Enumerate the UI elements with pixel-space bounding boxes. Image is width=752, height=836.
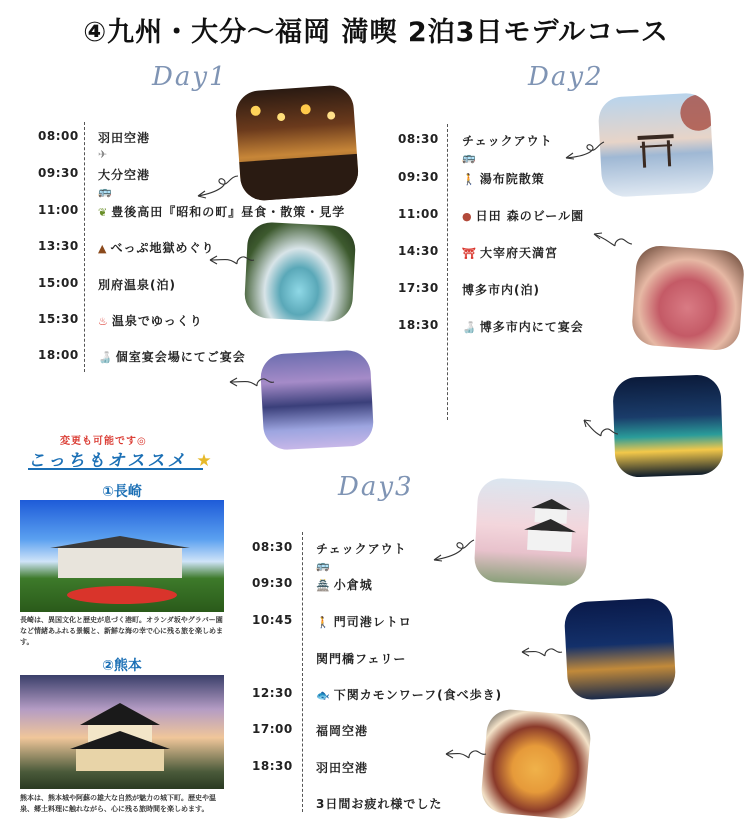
swirl-arrow-icon bbox=[580, 412, 620, 440]
fish-icon: 🐟 bbox=[316, 689, 331, 702]
drink-icon: 🍶 bbox=[462, 321, 477, 334]
day1-item-3-text: 豊後高田『昭和の町』昼食・散策・見学 bbox=[111, 205, 346, 219]
day3-timeline bbox=[302, 532, 303, 812]
showa-town-photo bbox=[234, 84, 359, 202]
star-icon: ★ bbox=[196, 451, 215, 471]
swirl-arrow-icon bbox=[190, 172, 240, 202]
day1-time-1: 08:00 bbox=[38, 129, 79, 143]
yufuin-lake-photo bbox=[597, 92, 714, 198]
day1-item-3 bbox=[98, 203, 345, 220]
spot-kumamoto-caption: 熊本は、熊本城や阿蘇の雄大な自然が魅力の城下町。歴史や温泉、郷土料理に触れながら、心に残る旅時間を楽しめます。 bbox=[20, 794, 216, 813]
day3-item-5-text: 下関カモンワーフ(食べ歩き) bbox=[333, 688, 503, 702]
bus-icon: 🚌 bbox=[462, 151, 477, 164]
day1-time-2: 09:30 bbox=[38, 166, 79, 180]
day2-timeline bbox=[447, 124, 448, 420]
day2-item-6-text: 博多市内にて宴会 bbox=[479, 320, 584, 334]
day1-item-1 bbox=[98, 129, 150, 161]
day1-timeline bbox=[84, 122, 85, 372]
kokura-castle-photo bbox=[473, 477, 590, 587]
castle-photo-icon bbox=[20, 675, 224, 789]
day2-item-1 bbox=[462, 132, 553, 164]
day1-item-2-text: 大分空港 bbox=[98, 168, 151, 182]
recommend-underline bbox=[28, 468, 203, 470]
hot-spring-icon: ♨ bbox=[98, 315, 109, 328]
day2-item-1-text: チェックアウト bbox=[462, 134, 553, 148]
day2-item-3-text: 日田 森のビール園 bbox=[475, 209, 585, 223]
day2-time-1: 08:30 bbox=[398, 132, 439, 146]
lantern-street-icon bbox=[234, 84, 359, 202]
day2-item-4-text: 大宰府天満宮 bbox=[479, 246, 558, 260]
day3-time-7: 18:30 bbox=[252, 759, 293, 773]
bbq-photo bbox=[631, 244, 746, 351]
day3-time-1: 08:30 bbox=[252, 540, 293, 554]
day3-item-4: 関門橋フェリー bbox=[316, 652, 407, 666]
drink-icon: 🍶 bbox=[98, 351, 113, 364]
walking-icon: 🚶 bbox=[462, 173, 477, 186]
day2-time-5: 17:30 bbox=[398, 281, 439, 295]
day1-time-5: 15:00 bbox=[38, 276, 79, 290]
day1-label: Day1 bbox=[152, 62, 228, 92]
day1-item-5: 別府温泉(泊) bbox=[98, 278, 176, 292]
day2-item-2-text: 湯布院散策 bbox=[479, 172, 545, 186]
nagasaki-photo bbox=[20, 500, 224, 612]
day2-item-3 bbox=[462, 207, 584, 224]
day2-time-2: 09:30 bbox=[398, 170, 439, 184]
swirl-arrow-icon bbox=[590, 226, 634, 250]
day2-time-3: 11:00 bbox=[398, 207, 439, 221]
day1-item-4 bbox=[98, 239, 214, 256]
day1-item-1-text: 羽田空港 bbox=[98, 131, 151, 145]
walking-icon: 🚶 bbox=[316, 616, 331, 629]
day3-item-8: 3日間お疲れ様でした bbox=[316, 797, 443, 811]
day3-time-2: 09:30 bbox=[252, 576, 293, 590]
plane-icon: ✈︎ bbox=[98, 148, 109, 161]
swirl-arrow-icon bbox=[562, 140, 606, 162]
day1-time-6: 15:30 bbox=[38, 312, 79, 326]
day2-item-2 bbox=[462, 170, 545, 187]
swirl-arrow-icon bbox=[206, 248, 256, 272]
sprout-icon: ❦ bbox=[98, 206, 109, 219]
day3-time-5: 12:30 bbox=[252, 686, 293, 700]
onsen-pool-photo bbox=[260, 349, 375, 451]
spot-nagasaki-title: ①長崎 bbox=[102, 484, 142, 500]
day3-label: Day3 bbox=[338, 472, 414, 502]
tempura-bowl-photo bbox=[480, 708, 593, 821]
day1-item-6 bbox=[98, 312, 203, 329]
bus-icon: 🚌 bbox=[316, 559, 331, 572]
day1-time-3: 11:00 bbox=[38, 203, 79, 217]
hakata-night-photo bbox=[612, 374, 723, 478]
castle-photo-icon bbox=[473, 477, 590, 587]
torii-photo-icon bbox=[597, 92, 714, 198]
day3-item-6: 福岡空港 bbox=[316, 724, 369, 738]
day1-item-2 bbox=[98, 166, 150, 198]
day3-item-3-text: 門司港レトロ bbox=[333, 615, 412, 629]
day1-item-7-text: 個室宴会場にてご宴会 bbox=[115, 350, 246, 364]
day3-item-3 bbox=[316, 613, 412, 630]
day1-item-4-text: べっぷ地獄めぐり bbox=[110, 241, 215, 255]
day3-time-3: 10:45 bbox=[252, 613, 293, 627]
day3-item-2 bbox=[316, 576, 373, 593]
day3-item-1-text: チェックアウト bbox=[316, 542, 407, 556]
mojiko-night-photo bbox=[564, 597, 677, 701]
change-note: 変更も可能です◎ bbox=[60, 436, 147, 447]
day2-item-4 bbox=[462, 244, 558, 261]
day3-item-2-text: 小倉城 bbox=[333, 578, 373, 592]
day1-item-6-text: 温泉でゆっくり bbox=[111, 314, 203, 328]
spot-kumamoto-title: ②熊本 bbox=[102, 658, 142, 674]
swirl-arrow-icon bbox=[430, 538, 476, 564]
day1-time-7: 18:00 bbox=[38, 348, 79, 362]
day3-item-1 bbox=[316, 540, 407, 572]
kumamoto-castle-photo bbox=[20, 675, 224, 789]
day1-item-7 bbox=[98, 348, 246, 365]
day2-time-6: 18:30 bbox=[398, 318, 439, 332]
swirl-arrow-icon bbox=[518, 640, 564, 664]
day2-time-4: 14:30 bbox=[398, 244, 439, 258]
spot-nagasaki-caption: 長崎は、異国文化と歴史が息づく港町。オランダ坂やグラバー園など情緒あふれる景観と、新鮮な海の幸で心に残る旅を楽しめます。 bbox=[20, 616, 223, 646]
castle-icon: 🏯 bbox=[316, 579, 331, 592]
swirl-arrow-icon bbox=[226, 370, 276, 394]
day2-item-5: 博多市内(泊) bbox=[462, 283, 540, 297]
day3-time-6: 17:00 bbox=[252, 722, 293, 736]
meat-icon: ● bbox=[462, 210, 473, 223]
torii-icon: ⛩ bbox=[462, 247, 477, 260]
recommend-heading-text: こっちもオススメ bbox=[28, 451, 188, 471]
swirl-arrow-icon bbox=[442, 742, 488, 766]
day3-item-5 bbox=[316, 686, 502, 703]
glover-house-icon bbox=[20, 500, 224, 612]
day3-item-7: 羽田空港 bbox=[316, 761, 369, 775]
bus-icon: 🚌 bbox=[98, 185, 113, 198]
day2-item-6 bbox=[462, 318, 584, 335]
day1-time-4: 13:30 bbox=[38, 239, 79, 253]
beppu-hell-photo bbox=[244, 221, 357, 323]
page-title: ④九州・大分〜福岡 満喫 2泊3日モデルコース bbox=[83, 17, 669, 48]
volcano-icon: ▲ bbox=[98, 242, 108, 255]
day2-label: Day2 bbox=[528, 62, 604, 92]
